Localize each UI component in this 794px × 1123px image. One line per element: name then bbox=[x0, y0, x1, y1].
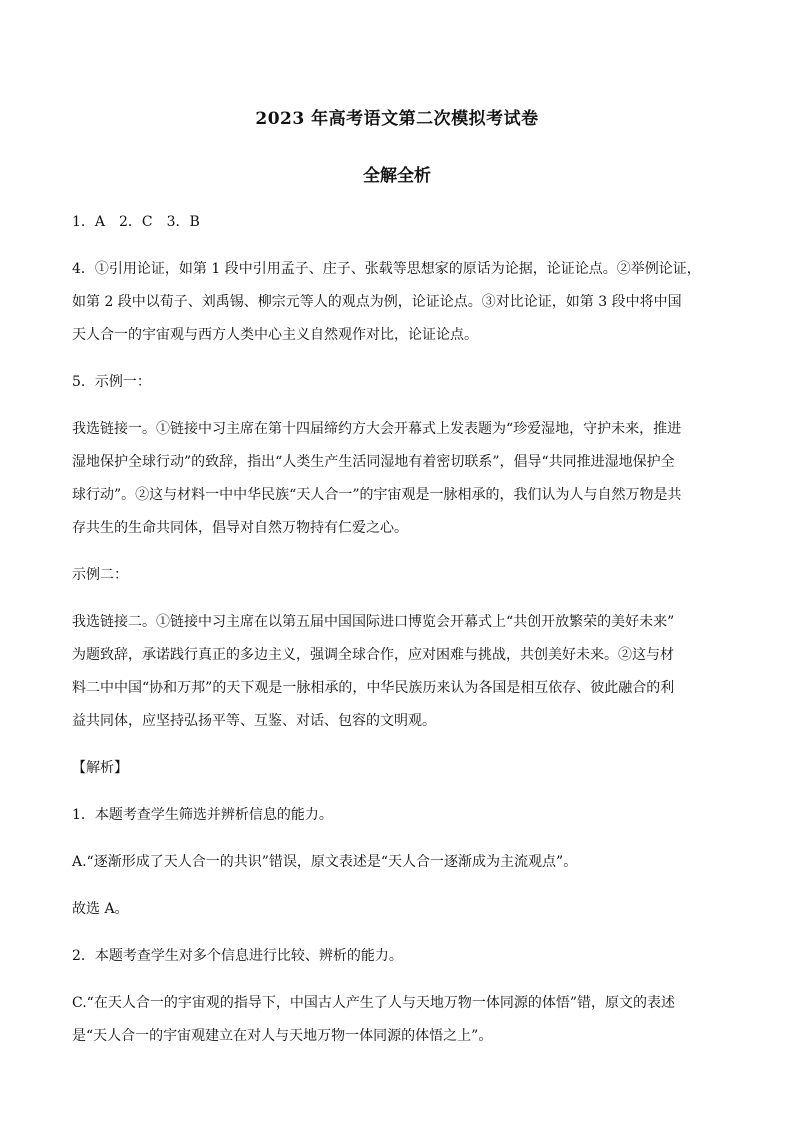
page-title: 2023 年高考语文第二次模拟考试卷 bbox=[255, 109, 539, 129]
q1-choice: 故选 A。 bbox=[72, 901, 129, 917]
q5-label: 5．示例一： bbox=[72, 374, 151, 390]
example1-line: 我选链接一。①链接中习主席在第十四届缔约方大会开幕式上发表题为“珍爱湿地，守护未来，推进 bbox=[72, 421, 682, 437]
example2-line: 为题致辞，承诺践行真正的多边主义，强调全球合作，应对困难与挑战，共创美好未来。②这与材 bbox=[72, 647, 674, 663]
example2-line: 益共同体，应坚持弘扬平等、互鉴、对话、包容的文明观。 bbox=[72, 713, 436, 729]
example2-paragraph bbox=[72, 606, 676, 738]
q4-line: 如第 2 段中以荀子、刘禹锡、柳宗元等人的观点为例，论证论点。③对比论证，如第 3 段中将中国 bbox=[72, 294, 682, 310]
q2-detail-line: C.“在天人合一的宇宙观的指导下，中国古人产生了人与天地万物一体同源的体悟”错，原文的表述 bbox=[72, 995, 675, 1011]
example1-line: 球行动”。②这与材料一中中华民族“天人合一”的宇宙观是一脉相承的，我们认为人与自然万物是共 bbox=[72, 487, 682, 503]
q1-intro: 1．本题考查学生筛选并辨析信息的能力。 bbox=[72, 807, 333, 823]
q4-answer bbox=[72, 253, 701, 352]
example1-line: 湿地保护全球行动”的致辞，指出“人类生产生活同湿地有着密切联系”，倡导“共同推进湿地保护全 bbox=[72, 454, 675, 470]
q2-detail-line: 是“天人合一的宇宙观建立在对人与天地万物一体同源的体悟之上”。 bbox=[72, 1028, 493, 1044]
q2-detail bbox=[72, 987, 676, 1053]
page-subtitle: 全解全析 bbox=[363, 166, 431, 186]
example2-label: 示例二： bbox=[72, 567, 128, 583]
q1-detail: A.“逐渐形成了天人合一的共识”错误，原文表述是“天人合一逐渐成为主流观点”。 bbox=[72, 854, 578, 870]
q4-line: 天人合一的宇宙观与西方人类中心主义自然观作对比，论证论点。 bbox=[72, 327, 478, 343]
example2-line: 我选链接二。①链接中习主席在以第五届中国国际进口博览会开幕式上“共创开放繁荣的美好未来” bbox=[72, 614, 675, 630]
q2-intro: 2．本题考查学生对多个信息进行比较、辨析的能力。 bbox=[72, 948, 403, 964]
example1-paragraph bbox=[72, 413, 682, 545]
analysis-heading: 【解析】 bbox=[72, 760, 128, 776]
q4-line: 4．①引用论证，如第 1 段中引用孟子、庄子、张载等思想家的原话为论据，论证论点。②举例论证， bbox=[72, 261, 701, 277]
example2-line: 料二中中国“协和万邦”的天下观是一脉相承的，中华民族历来认为各国是相互依存、彼此融合的利 bbox=[72, 680, 675, 696]
mc-answers: 1．A 2．C 3．B bbox=[72, 214, 200, 230]
example1-line: 存共生的生命共同体，倡导对自然万物持有仁爱之心。 bbox=[72, 520, 408, 536]
